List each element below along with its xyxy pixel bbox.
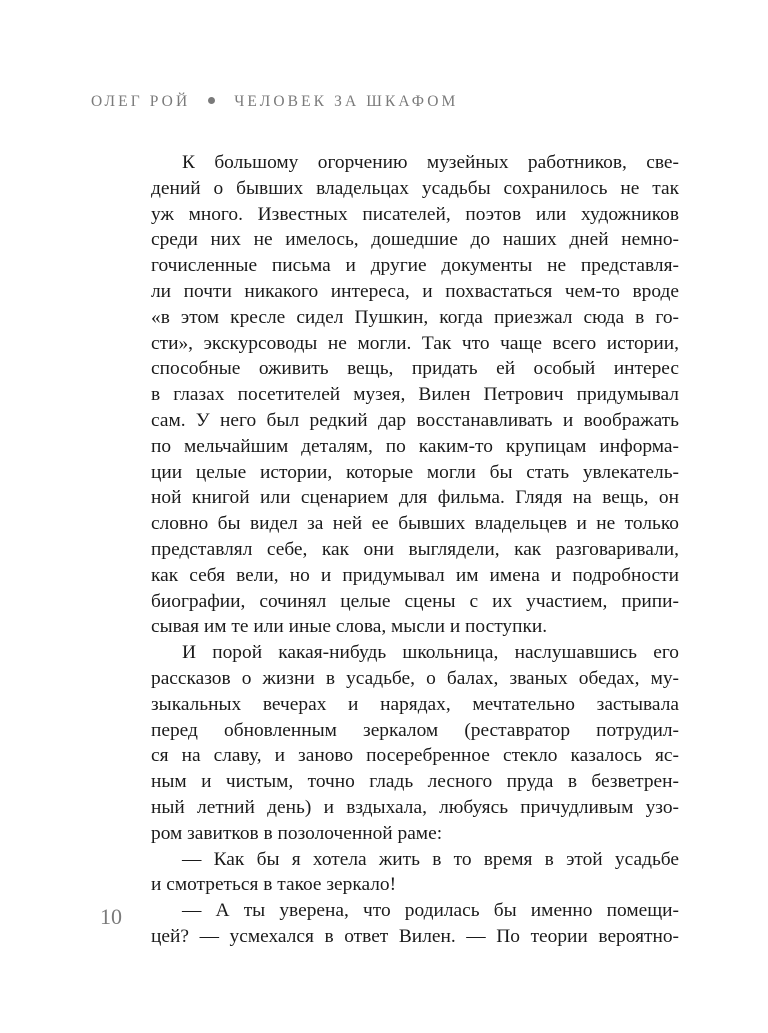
text-line: перед обновленным зеркалом (реставратор потрудил- [151, 719, 679, 741]
text-line: ции целые истории, которые могли бы стать увлекатель- [151, 461, 679, 483]
text-line: — Как бы я хотела жить в то время в этой усадьбе [182, 848, 679, 870]
text-line: способные оживить вещь, придать ей особый интерес [151, 358, 679, 380]
text-line: и смотреться в такое зеркало! [151, 874, 397, 896]
running-head [91, 93, 458, 111]
text-line: дений о бывших владельцах усадьбы сохранилось не так [151, 177, 679, 199]
text-line: рассказов о жизни в усадьбе, о балах, званых обедах, му- [151, 667, 679, 689]
text-line: цей? — усмехался в ответ Вилен. — По теории вероятно- [151, 925, 679, 947]
text-line: — А ты уверена, что родилась бы именно помещи- [182, 900, 679, 922]
text-line: гочисленные письма и другие документы не представля- [151, 255, 679, 277]
running-head-author: ОЛЕГ РОЙ [91, 93, 191, 110]
text-line: как себя вели, но и придумывал им имена и подробности [151, 564, 679, 586]
text-line: уж много. Известных писателей, поэтов или художников [151, 203, 679, 225]
text-line: сам. У него был редкий дар восстанавливать и воображать [151, 409, 679, 431]
text-line: И порой какая-нибудь школьница, наслушавшись его [182, 642, 679, 664]
text-line: ной книгой или сценарием для фильма. Глядя на вещь, он [151, 487, 679, 509]
body-text [151, 150, 679, 950]
text-line: сти», экскурсоводы не могли. Так что чаще всего истории, [151, 332, 679, 354]
page-number: 10 [100, 904, 122, 929]
text-line: в глазах посетителей музея, Вилен Петрович придумывал [151, 384, 679, 406]
text-line: биографии, сочинял целые сцены с их участием, припи- [151, 590, 679, 612]
running-head-title: ЧЕЛОВЕК ЗА ШКАФОМ [234, 93, 459, 110]
text-line: ся на славу, и заново посеребренное стекло казалось яс- [151, 745, 679, 767]
text-line: среди них не имелось, дошедшие до наших дней немно- [151, 229, 679, 251]
text-line: представлял себе, как они выглядели, как разговаривали, [151, 538, 679, 560]
text-line: сывая им те или иные слова, мысли и поступки. [151, 616, 548, 638]
text-line: К большому огорчению музейных работников, све- [182, 152, 679, 173]
text-line: ный летний день) и вздыхала, любуясь причудливым узо- [151, 796, 679, 818]
text-line: ным и чистым, точно гладь лесного пруда в безветрен- [151, 771, 679, 793]
text-line: «в этом кресле сидел Пушкин, когда приезжал сюда в го- [151, 306, 679, 328]
text-line: словно бы видел за ней ее бывших владельцев и не только [151, 513, 679, 535]
bullet-separator-icon [208, 97, 215, 104]
text-line: зыкальных вечерах и нарядах, мечтательно застывала [151, 693, 679, 715]
text-line: ли почти никакого интереса, и похвастаться чем-то вроде [151, 280, 679, 302]
text-line: по мельчайшим деталям, по каким-то крупицам информа- [151, 435, 679, 457]
text-line: ром завитков в позолоченной раме: [151, 822, 443, 844]
